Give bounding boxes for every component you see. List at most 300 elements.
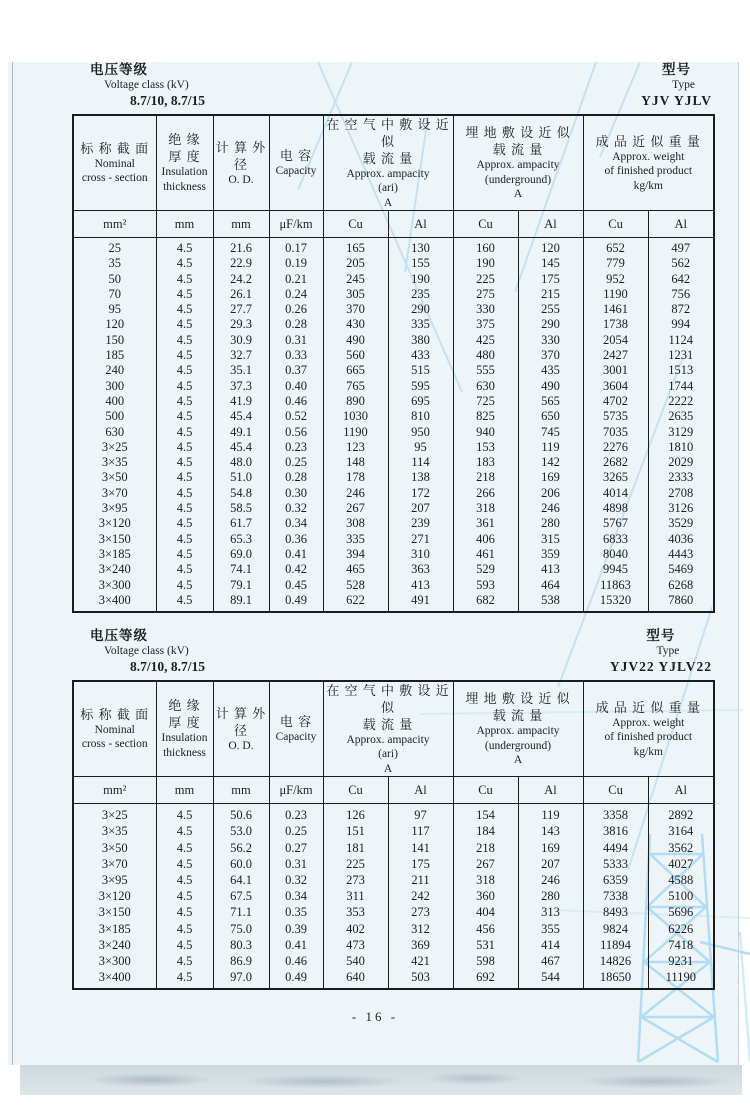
cell: 370: [518, 348, 583, 363]
cell: 630: [453, 379, 518, 394]
subcol-al: Al: [518, 211, 583, 238]
cell: 5469: [648, 562, 714, 577]
table-row: [73, 333, 714, 348]
cell: 119: [518, 440, 583, 455]
cell: 3×300: [73, 953, 156, 969]
type-label-zh: 型号: [646, 628, 676, 644]
cell: 370: [323, 302, 388, 317]
cell: 211: [388, 872, 453, 888]
cell: 622: [323, 593, 388, 612]
cell: 0.28: [269, 470, 323, 485]
cell: 630: [73, 425, 156, 440]
cell: 0.34: [269, 516, 323, 531]
cell: 255: [518, 302, 583, 317]
subcol-al: Al: [648, 211, 714, 238]
cell: 207: [518, 856, 583, 872]
cell: 503: [388, 969, 453, 989]
cell: 745: [518, 425, 583, 440]
type-block: [641, 62, 712, 109]
cell: 3×300: [73, 578, 156, 593]
group-ampacity-underground: 埋 地 敷 设 近 似 载 流 量 Approx. ampacity (underground) A: [453, 681, 583, 777]
group-ampacity-air: 在 空 气 中 敷 设 近 似 载 流 量 Approx. ampacity (ari) A: [323, 115, 453, 211]
cell: 3129: [648, 425, 714, 440]
cell: 692: [453, 969, 518, 989]
cell: 142: [518, 455, 583, 470]
cell: 375: [453, 317, 518, 332]
cell: 4.5: [156, 317, 213, 332]
cell: 2635: [648, 409, 714, 424]
cell: 0.52: [269, 409, 323, 424]
cell: 565: [518, 394, 583, 409]
cell: 11190: [648, 969, 714, 989]
cell: 3×240: [73, 562, 156, 577]
cell: 4588: [648, 872, 714, 888]
cell: 155: [388, 256, 453, 271]
cell: 0.25: [269, 455, 323, 470]
cell: 184: [453, 823, 518, 839]
cell: 169: [518, 470, 583, 485]
cell: 3×150: [73, 532, 156, 547]
cell: 143: [518, 823, 583, 839]
table-row: [73, 547, 714, 562]
table-row: [73, 904, 714, 920]
cell: 2276: [583, 440, 648, 455]
cell: 4.5: [156, 394, 213, 409]
cell: 3562: [648, 840, 714, 856]
cell: 138: [388, 470, 453, 485]
cell: 560: [323, 348, 388, 363]
cell: 130: [388, 238, 453, 257]
cell: 6359: [583, 872, 648, 888]
group-ampacity-underground: 埋 地 敷 设 近 似 载 流 量 Approx. ampacity (underground) A: [453, 115, 583, 211]
cell: 305: [323, 287, 388, 302]
cell: 4.5: [156, 856, 213, 872]
cell: 497: [648, 238, 714, 257]
cell: 51.0: [213, 470, 269, 485]
cell: 3×95: [73, 872, 156, 888]
cell: 3001: [583, 363, 648, 378]
cell: 363: [388, 562, 453, 577]
cell: 4.5: [156, 348, 213, 363]
cell: 4.5: [156, 804, 213, 824]
cell: 490: [323, 333, 388, 348]
cell: 0.24: [269, 287, 323, 302]
cell: 335: [388, 317, 453, 332]
type-value: YJV22 YJLV22: [609, 658, 712, 674]
cell: 4.5: [156, 532, 213, 547]
section-header-yjv22: [0, 628, 750, 675]
cell: 3×25: [73, 440, 156, 455]
cell: 4.5: [156, 455, 213, 470]
cell: 5767: [583, 516, 648, 531]
table-row: [73, 409, 714, 424]
cell: 120: [518, 238, 583, 257]
table-row: [73, 804, 714, 824]
cell: 151: [323, 823, 388, 839]
table-row: [73, 937, 714, 953]
table-row: [73, 394, 714, 409]
table-row: [73, 532, 714, 547]
cell: 0.39: [269, 921, 323, 937]
spec-table-yjv22: [72, 680, 715, 991]
cell: 45.4: [213, 440, 269, 455]
cell: 205: [323, 256, 388, 271]
cell: 97.0: [213, 969, 269, 989]
cell: 0.41: [269, 547, 323, 562]
cell: 0.45: [269, 578, 323, 593]
table-row: [73, 379, 714, 394]
cell: 185: [73, 348, 156, 363]
group-finished-weight: 成 品 近 似 重 量 Approx. weight of finished product kg/km: [583, 681, 714, 777]
voltage-class-label-zh: 电压等级: [90, 628, 148, 644]
cell: 7035: [583, 425, 648, 440]
cell: 290: [518, 317, 583, 332]
cell: 2029: [648, 455, 714, 470]
cell: 4.5: [156, 823, 213, 839]
cell: 225: [323, 856, 388, 872]
cell: 369: [388, 937, 453, 953]
cell: 3×120: [73, 516, 156, 531]
cell: 562: [648, 256, 714, 271]
cell: 598: [453, 953, 518, 969]
cell: 4.5: [156, 888, 213, 904]
cell: 145: [518, 256, 583, 271]
cell: 4898: [583, 501, 648, 516]
cell: 0.32: [269, 501, 323, 516]
unit-mm: mm: [213, 777, 269, 804]
cell: 940: [453, 425, 518, 440]
subcol-cu: Cu: [583, 211, 648, 238]
table-row: [73, 516, 714, 531]
cell: 207: [388, 501, 453, 516]
cell: 359: [518, 547, 583, 562]
voltage-class-block: [90, 628, 205, 675]
cell: 318: [453, 872, 518, 888]
group-finished-weight: 成 品 近 似 重 量 Approx. weight of finished product kg/km: [583, 115, 714, 211]
col-insulation-thickness: 绝 缘 厚 度 Insulation thickness: [156, 115, 213, 211]
cell: 4.5: [156, 302, 213, 317]
cell: 779: [583, 256, 648, 271]
cell: 4.5: [156, 593, 213, 612]
cell: 361: [453, 516, 518, 531]
cell: 2708: [648, 486, 714, 501]
cell: 330: [518, 333, 583, 348]
cell: 148: [323, 455, 388, 470]
table-row: [73, 302, 714, 317]
cell: 456: [453, 921, 518, 937]
cell: 4.5: [156, 440, 213, 455]
cell: 79.1: [213, 578, 269, 593]
cell: 123: [323, 440, 388, 455]
cell: 555: [453, 363, 518, 378]
cell: 150: [73, 333, 156, 348]
cell: 425: [453, 333, 518, 348]
cell: 3358: [583, 804, 648, 824]
cell: 400: [73, 394, 156, 409]
cell: 15320: [583, 593, 648, 612]
cell: 404: [453, 904, 518, 920]
table-row: [73, 562, 714, 577]
table-row: [73, 969, 714, 989]
voltage-class-label-en: Voltage class (kV): [104, 645, 189, 658]
page-number: - 16 -: [351, 1009, 399, 1025]
cell: 183: [453, 455, 518, 470]
col-insulation-thickness: 绝 缘 厚 度 Insulation thickness: [156, 681, 213, 777]
unit-uf-km: μF/km: [269, 211, 323, 238]
cell: 642: [648, 272, 714, 287]
cell: 1738: [583, 317, 648, 332]
cell: 4.5: [156, 840, 213, 856]
cell: 4.5: [156, 516, 213, 531]
cell: 56.2: [213, 840, 269, 856]
voltage-class-value: 8.7/10, 8.7/15: [130, 92, 206, 108]
cell: 75.0: [213, 921, 269, 937]
table-row: [73, 486, 714, 501]
cell: 7338: [583, 888, 648, 904]
subcol-al: Al: [388, 211, 453, 238]
cell: 335: [323, 532, 388, 547]
cell: 430: [323, 317, 388, 332]
cell: 315: [518, 532, 583, 547]
type-label-en: Type: [672, 79, 695, 91]
cell: 461: [453, 547, 518, 562]
cell: 7418: [648, 937, 714, 953]
cell: 27.7: [213, 302, 269, 317]
scan-edge-band: [20, 1065, 742, 1095]
cell: 5696: [648, 904, 714, 920]
cell: 218: [453, 470, 518, 485]
cell: 0.25: [269, 823, 323, 839]
cell: 49.1: [213, 425, 269, 440]
cell: 120: [73, 317, 156, 332]
cell: 218: [453, 840, 518, 856]
cell: 0.23: [269, 804, 323, 824]
cell: 169: [518, 840, 583, 856]
cell: 8040: [583, 547, 648, 562]
cell: 3×50: [73, 470, 156, 485]
cell: 267: [453, 856, 518, 872]
cell: 4.5: [156, 333, 213, 348]
type-block: [610, 628, 712, 675]
table-row: [73, 856, 714, 872]
cell: 531: [453, 937, 518, 953]
table-row: [73, 238, 714, 257]
cell: 71.1: [213, 904, 269, 920]
cell: 6268: [648, 578, 714, 593]
table-row: [73, 921, 714, 937]
cell: 4494: [583, 840, 648, 856]
table-row: [73, 470, 714, 485]
cell: 595: [388, 379, 453, 394]
cell: 29.3: [213, 317, 269, 332]
cell: 9231: [648, 953, 714, 969]
table-row: [73, 888, 714, 904]
unit-uf-km: μF/km: [269, 777, 323, 804]
cell: 267: [323, 501, 388, 516]
cell: 650: [518, 409, 583, 424]
cell: 4443: [648, 547, 714, 562]
cell: 4.5: [156, 969, 213, 989]
cell: 872: [648, 302, 714, 317]
cell: 1190: [323, 425, 388, 440]
cell: 308: [323, 516, 388, 531]
col-od: 计 算 外 径 O. D.: [213, 115, 269, 211]
cell: 172: [388, 486, 453, 501]
cell: 1810: [648, 440, 714, 455]
cell: 235: [388, 287, 453, 302]
cell: 86.9: [213, 953, 269, 969]
cell: 950: [388, 425, 453, 440]
cell: 952: [583, 272, 648, 287]
cell: 640: [323, 969, 388, 989]
cell: 413: [518, 562, 583, 577]
group-ampacity-air: 在 空 气 中 敷 设 近 似 载 流 量 Approx. ampacity (ari) A: [323, 681, 453, 777]
cell: 53.0: [213, 823, 269, 839]
cell: 4014: [583, 486, 648, 501]
table-row: [73, 823, 714, 839]
cell: 1030: [323, 409, 388, 424]
cell: 4.5: [156, 470, 213, 485]
cell: 318: [453, 501, 518, 516]
cell: 0.19: [269, 256, 323, 271]
cell: 825: [453, 409, 518, 424]
section-header-yjv: [0, 62, 750, 109]
cell: 3604: [583, 379, 648, 394]
cell: 4.5: [156, 379, 213, 394]
cell: 2054: [583, 333, 648, 348]
cell: 0.49: [269, 969, 323, 989]
cell: 4.5: [156, 501, 213, 516]
cell: 153: [453, 440, 518, 455]
table-row: [73, 840, 714, 856]
cell: 500: [73, 409, 156, 424]
cell: 0.56: [269, 425, 323, 440]
table-row: [73, 363, 714, 378]
voltage-class-label-zh: 电压等级: [90, 62, 148, 77]
cell: 682: [453, 593, 518, 612]
cell: 273: [388, 904, 453, 920]
cell: 2427: [583, 348, 648, 363]
table-row: [73, 593, 714, 612]
cell: 2682: [583, 455, 648, 470]
cell: 14826: [583, 953, 648, 969]
cell: 6226: [648, 921, 714, 937]
cell: 433: [388, 348, 453, 363]
cell: 69.0: [213, 547, 269, 562]
cell: 467: [518, 953, 583, 969]
cell: 360: [453, 888, 518, 904]
cell: 0.17: [269, 238, 323, 257]
cell: 0.35: [269, 904, 323, 920]
cell: 4.5: [156, 272, 213, 287]
spec-table-yjv: [72, 114, 715, 614]
cell: 280: [518, 888, 583, 904]
cell: 4.5: [156, 904, 213, 920]
cell: 491: [388, 593, 453, 612]
cell: 0.33: [269, 348, 323, 363]
cell: 117: [388, 823, 453, 839]
cell: 225: [453, 272, 518, 287]
cell: 480: [453, 348, 518, 363]
voltage-class-label-en: Voltage class (kV): [104, 79, 189, 91]
col-capacity: 电 容 Capacity: [269, 115, 323, 211]
cell: 810: [388, 409, 453, 424]
cell: 4.5: [156, 547, 213, 562]
cell: 3×150: [73, 904, 156, 920]
cell: 3×400: [73, 969, 156, 989]
cell: 89.1: [213, 593, 269, 612]
cell: 50: [73, 272, 156, 287]
cell: 280: [518, 516, 583, 531]
cell: 0.31: [269, 856, 323, 872]
cell: 239: [388, 516, 453, 531]
cell: 240: [73, 363, 156, 378]
cell: 5735: [583, 409, 648, 424]
table-row: [73, 455, 714, 470]
cell: 4.5: [156, 486, 213, 501]
cell: 1231: [648, 348, 714, 363]
cell: 2222: [648, 394, 714, 409]
cell: 32.7: [213, 348, 269, 363]
cell: 538: [518, 593, 583, 612]
table-row: [73, 348, 714, 363]
cell: 394: [323, 547, 388, 562]
col-nominal-cross-section: 标 称 截 面 Nominal cross - section: [73, 681, 156, 777]
cell: 290: [388, 302, 453, 317]
subcol-cu: Cu: [453, 777, 518, 804]
cell: 544: [518, 969, 583, 989]
unit-mm: mm: [213, 211, 269, 238]
subcol-al: Al: [648, 777, 714, 804]
cell: 175: [388, 856, 453, 872]
cell: 4027: [648, 856, 714, 872]
cell: 4.5: [156, 409, 213, 424]
cell: 9824: [583, 921, 648, 937]
cell: 45.4: [213, 409, 269, 424]
cell: 35: [73, 256, 156, 271]
cell: 0.34: [269, 888, 323, 904]
cell: 4.5: [156, 238, 213, 257]
table-row: [73, 425, 714, 440]
cell: 24.2: [213, 272, 269, 287]
cell: 271: [388, 532, 453, 547]
cell: 7860: [648, 593, 714, 612]
cell: 3×185: [73, 921, 156, 937]
cell: 435: [518, 363, 583, 378]
cell: 1190: [583, 287, 648, 302]
cell: 0.49: [269, 593, 323, 612]
cell: 725: [453, 394, 518, 409]
cell: 4.5: [156, 256, 213, 271]
cell: 215: [518, 287, 583, 302]
cell: 0.28: [269, 317, 323, 332]
table-row: [73, 578, 714, 593]
cell: 0.41: [269, 937, 323, 953]
cell: 74.1: [213, 562, 269, 577]
cell: 95: [73, 302, 156, 317]
cell: 0.37: [269, 363, 323, 378]
cell: 0.26: [269, 302, 323, 317]
cell: 3529: [648, 516, 714, 531]
cell: 3×25: [73, 804, 156, 824]
cell: 246: [518, 501, 583, 516]
cell: 665: [323, 363, 388, 378]
subcol-cu: Cu: [453, 211, 518, 238]
cell: 593: [453, 578, 518, 593]
cell: 3×35: [73, 455, 156, 470]
cell: 67.5: [213, 888, 269, 904]
table-row: [73, 317, 714, 332]
